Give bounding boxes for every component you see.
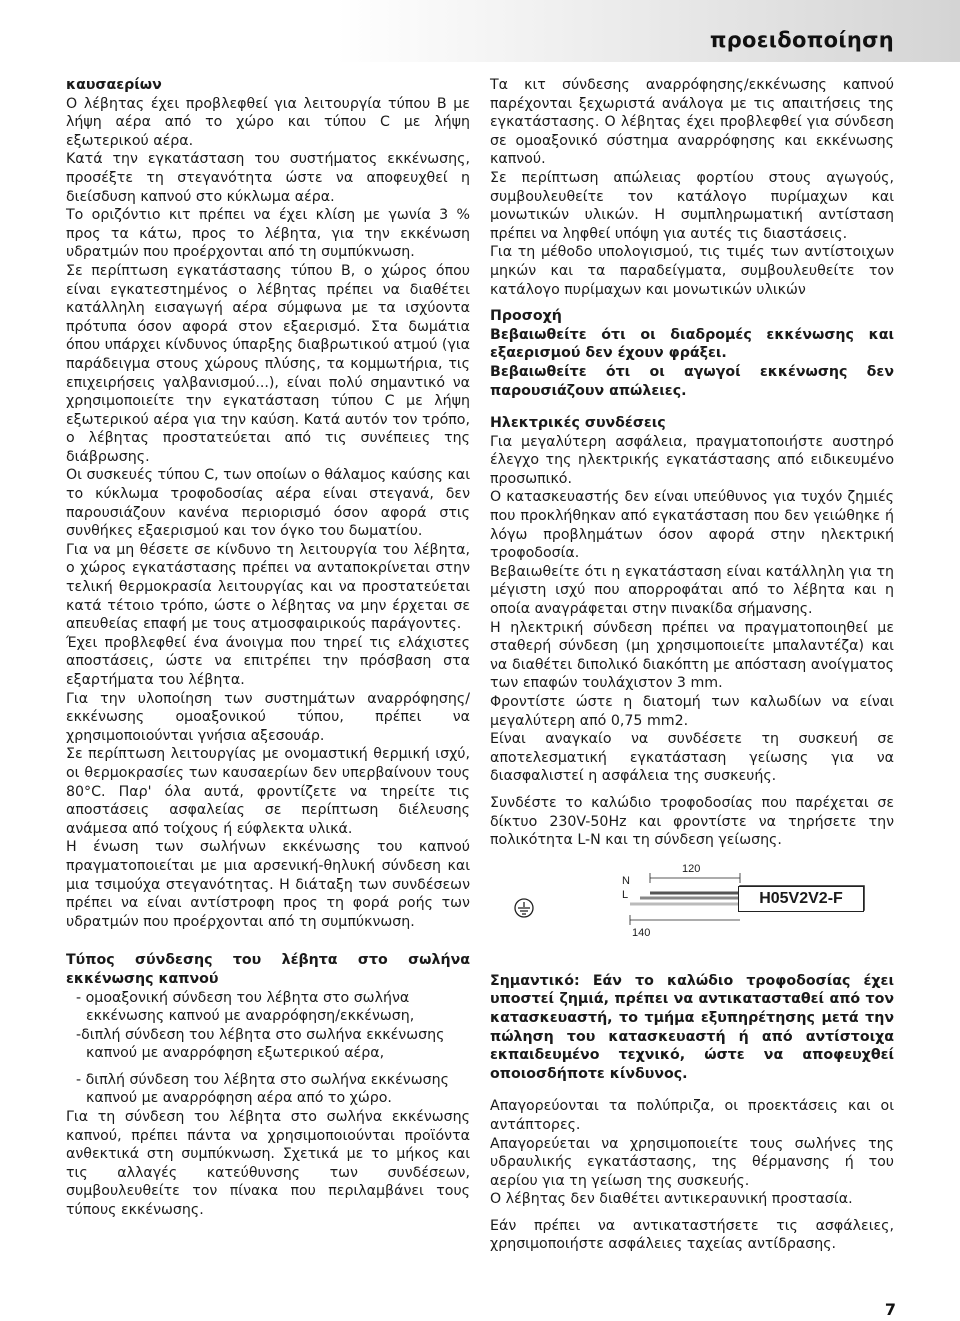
paragraph: Σε περίπτωση εγκατάστασης τύπου B, ο χώρος όπου είναι εγκατεστημένος ο λέβητας πρέπει να διαθέτει κατάλληλη εισαγωγή αέρα σύμφωνα με τα ισχύοντα πρότυπα όσον αφορά στον εξαερισμό. Στα δωμάτια όπου υπάρχει κίνδυνος ύπαρξης διαβρωτικού ατμού (για παράδειγμα στους χώρους πλύσης, τα κομμωτήρια, τις επιχειρήσεις γαλβανισμού...), είναι πολύ σημαντικό να χρησιμοποιείτε την εγκατάσταση τύπου C με λήψη εξωτερικού αέρα για την καύση. Κατά αυτόν τον τρόπο, ο λέβητας προστατεύεται από τις συνέπειες της διάβρωσης. [66, 262, 470, 465]
paragraph: Για τη μέθοδο υπολογισμού, τις τιμές των αντίστοιχων μηκών και τα παραδείγματα, συμβουλευθείτε τον κατάλογο πυρίμαχων και μονωτικών υλικών [490, 244, 894, 298]
paragraph: Απαγορεύεται να χρησιμοποιείτε τους σωλήνες της υδραυλικής εγκατάστασης, της θέρμανσης ή του αερίου για τη γείωση της συσκευής. [490, 1135, 894, 1189]
cable-type-label: H05V2V2-F [738, 886, 864, 912]
caution-title: Προσοχή [490, 308, 562, 325]
section-title: προειδοποίηση [709, 28, 894, 52]
list-item: - ομοαξονική σύνδεση του λέβητα στο σωλήνα εκκένωσης καπνού με αναρρόφηση/εκκένωση, [76, 989, 415, 1025]
list-item: -διπλή σύνδεση του λέβητα στο σωλήνα εκκένωσης καπνού με αναρρόφηση εξωτερικού αέρα, [76, 1026, 445, 1062]
paragraph: Είναι αναγκαίο να συνδέσετε τη συσκευή σε αποτελεσματική εγκατάσταση γείωσης για να διασφαλιστεί η ασφάλεια της συσκευής. [490, 731, 894, 785]
paragraph: Για μεγαλύτερη ασφάλεια, πραγματοποιήστε αυστηρό έλεγχο της ηλεκτρικής εγκατάστασης από ειδικευμένο προσωπικό. [490, 433, 894, 487]
paragraph: Οι συσκευές τύπου C, των οποίων ο θάλαμος καύσης και το κύκλωμα τροφοδοσίας αέρα είναι στεγανά, δεν παρουσιάζουν κανένα περιορισμό όσον αφορά στις συνθήκες εξαερισμού και τον όγκο του δωματίου. [66, 467, 470, 540]
paragraph: Έχει προβλεφθεί ένα άνοιγμα που τηρεί τις ελάχιστες αποστάσεις, ώστε να επιτρέπει την πρόσβαση στα εξαρτήματα του λέβητα. [66, 634, 470, 688]
right-column [490, 76, 894, 1254]
ground-symbol-icon [515, 899, 533, 917]
paragraph: Για την υλοποίηση των συστημάτων αναρρόφησης/εκκένωσης ομοαξονικού τύπου, πρέπει να χρησιμοποιούνται γνήσια αξεσουάρ. [66, 690, 470, 744]
paragraph: Το οριζόντιο κιτ πρέπει να έχει κλίση με γωνία 3 % προς τα κάτω, προς το λέβητα, για την εκκένωση υδρατμών που προέρχονται από τη συμπύκνωση. [66, 207, 470, 261]
paragraph: Σε περίπτωση απώλειας φορτίου στους αγωγούς, συμβουλευθείτε τον κατάλογο πυρίμαχων και μονωτικών υλικών. Η συμπληρωματική αντίσταση πρέπει να ληφθεί υπόψη για αυτές τις διαστάσεις. [490, 169, 894, 242]
paragraph: Ο κατασκευαστής δεν είναι υπεύθυνος για τυχόν ζημιές που προκλήθηκαν από εγκατάσταση που δεν γειώθηκε ή λόγω προβλημάτων όσον αφορά στην ηλεκτρική τροφοδοσία. [490, 489, 894, 562]
paragraph: Για τη σύνδεση του λέβητα στο σωλήνα εκκένωσης καπνού, πρέπει πάντα να χρησιμοποιούνται προϊόντα ανθεκτικά στη συμπύκνωση. Σχετικά με το μήκος και τις αλλαγές κατεύθυνσης των συνδέσεων, συμβουλευθείτε τον πίνακα που περιλαμβάνει τους τύπους εκκένωσης. [66, 1109, 470, 1219]
page-number: 7 [884, 1300, 896, 1319]
left-column [66, 76, 470, 1220]
heading-electrical: Ηλεκτρικές συνδέσεις [490, 415, 666, 432]
paragraph: Εάν πρέπει να αντικαταστήσετε τις ασφάλειες, χρησιμοποιήστε ασφάλειες ταχείας αντίδρασης. [490, 1217, 894, 1253]
heading-flue: καυσαερίων [66, 77, 162, 93]
paragraph: Βεβαιωθείτε ότι η εγκατάσταση είναι κατάλληλη για τη μέγιστη ισχύ που απορροφάται από το λέβητα και η οποία αναγράφεται στην πινακίδα σήμανσης. [490, 563, 894, 618]
wire-label: L [622, 888, 629, 901]
paragraph: Απαγορεύονται τα πολύπριζα, οι προεκτάσεις και οι αντάπτορες. [490, 1098, 894, 1133]
list-item: - διπλή σύνδεση του λέβητα στο σωλήνα εκκένωσης καπνού με αναρρόφηση αέρα από το χώρο. [76, 1071, 449, 1107]
caution-text: Βεβαιωθείτε ότι οι αγωγοί εκκένωσης δεν παρουσιάζουν απώλειες. [490, 363, 894, 399]
important-notice: Σημαντικό: Εάν το καλώδιο τροφοδοσίας έχει υποστεί ζημιά, πρέπει να αντικατασταθεί από τον κατασκευαστή, το τμήμα εξυπηρέτησης μετά την πώληση του κατασκευαστή ή από αντίστοιχα εκπαιδευμένο τεχνικό, ώστε να αποφευχθεί οποιοσδήποτε κίνδυνος. [490, 972, 894, 1082]
paragraph: Ο λέβητας έχει προβλεφθεί για λειτουργία τύπου B με λήψη αέρα από το χώρο και τύπου C με λήψη εξωτερικού αέρα. [66, 95, 470, 149]
paragraph: Ο λέβητας δεν διαθέτει αντικεραυνική προστασία. [490, 1191, 853, 1208]
paragraph: Συνδέστε το καλώδιο τροφοδοσίας που παρέχεται σε δίκτυο 230V-50Hz και φροντίστε να τηρήσετε την πολικότητα L-N και τη σύνδεση γείωσης. [490, 794, 894, 849]
paragraph: Σε περίπτωση λειτουργίας με ονομαστική θερμική ισχύ, οι θερμοκρασίες των καυσαερίων δεν υπερβαίνουν τους 80°C. Παρ' όλα αυτά, φροντίζετε να τηρείτε τις αποστάσεις ασφαλείας σε περίπτωση διέλευσης ανάμεσα από τοίχους ή εύφλεκτα υλικά. [66, 746, 470, 837]
paragraph: Κατά την εγκατάσταση του συστήματος εκκένωσης, προσέξτε τη στεγανότητα ώστε να αποφευχθεί η διείσδυση καπνού στο κύκλωμα αέρα. [66, 151, 470, 205]
paragraph: Για να μη θέσετε σε κίνδυνο τη λειτουργία του λέβητα, ο χώρος εγκατάστασης πρέπει να ανταποκρίνεται στην τελική θερμοκρασία λειτουργίας και να προστατεύεται κατά τέτοιο τρόπο, ώστε ο λέβητας να μην έρχεται σε απευθείας επαφή με τους ατμοσφαιρικούς παράγοντες. [66, 541, 470, 633]
cable-diagram [490, 860, 894, 952]
caution-text: Βεβαιωθείτε ότι οι διαδρομές εκκένωσης και εξαερισμού δεν έχουν φράξει. [490, 326, 894, 362]
paragraph: Η ηλεκτρική σύνδεση πρέπει να πραγματοποιηθεί με σταθερή σύνδεση (μη χρησιμοποιείτε μπαλαντέζα) και να διαθέτει διπολικό διακόπτη με απόσταση ανοίγματος των επαφών τουλάχιστον 3 mm. [490, 619, 894, 692]
dimension-label: 120 [682, 862, 701, 875]
dimension-label: 140 [632, 926, 651, 939]
paragraph: Η ένωση των σωλήνων εκκένωσης του καπνού πραγματοποιείται με μια αρσενική-θηλυκή σύνδεση και μια τσιμούχα στεγανότητας. Η διάταξη των συνδέσεων πρέπει να είναι αντίστροφη προς τη φορά ροής των υδρατμών που προέρχονται από τη συμπύκνωση. [66, 839, 470, 930]
paragraph: Φροντίστε ώστε η διατομή των καλωδίων να είναι μεγαλύτερη από 0,75 mm2. [490, 694, 894, 729]
wire-label: N [622, 874, 630, 887]
heading-connection-type: Τύπος σύνδεσης του λέβητα στο σωλήνα εκκένωσης καπνού [66, 952, 470, 987]
paragraph: Τα κιτ σύνδεσης αναρρόφησης/εκκένωσης καπνού παρέχονται ξεχωριστά ανάλογα με τις απαιτήσεις της εγκατάστασης. Ο λέβητας έχει προβλεφθεί για σύνδεση σε ομοαξονικό σύστημα αναρρόφησης και εκκένωσης καπνού. [490, 77, 894, 168]
